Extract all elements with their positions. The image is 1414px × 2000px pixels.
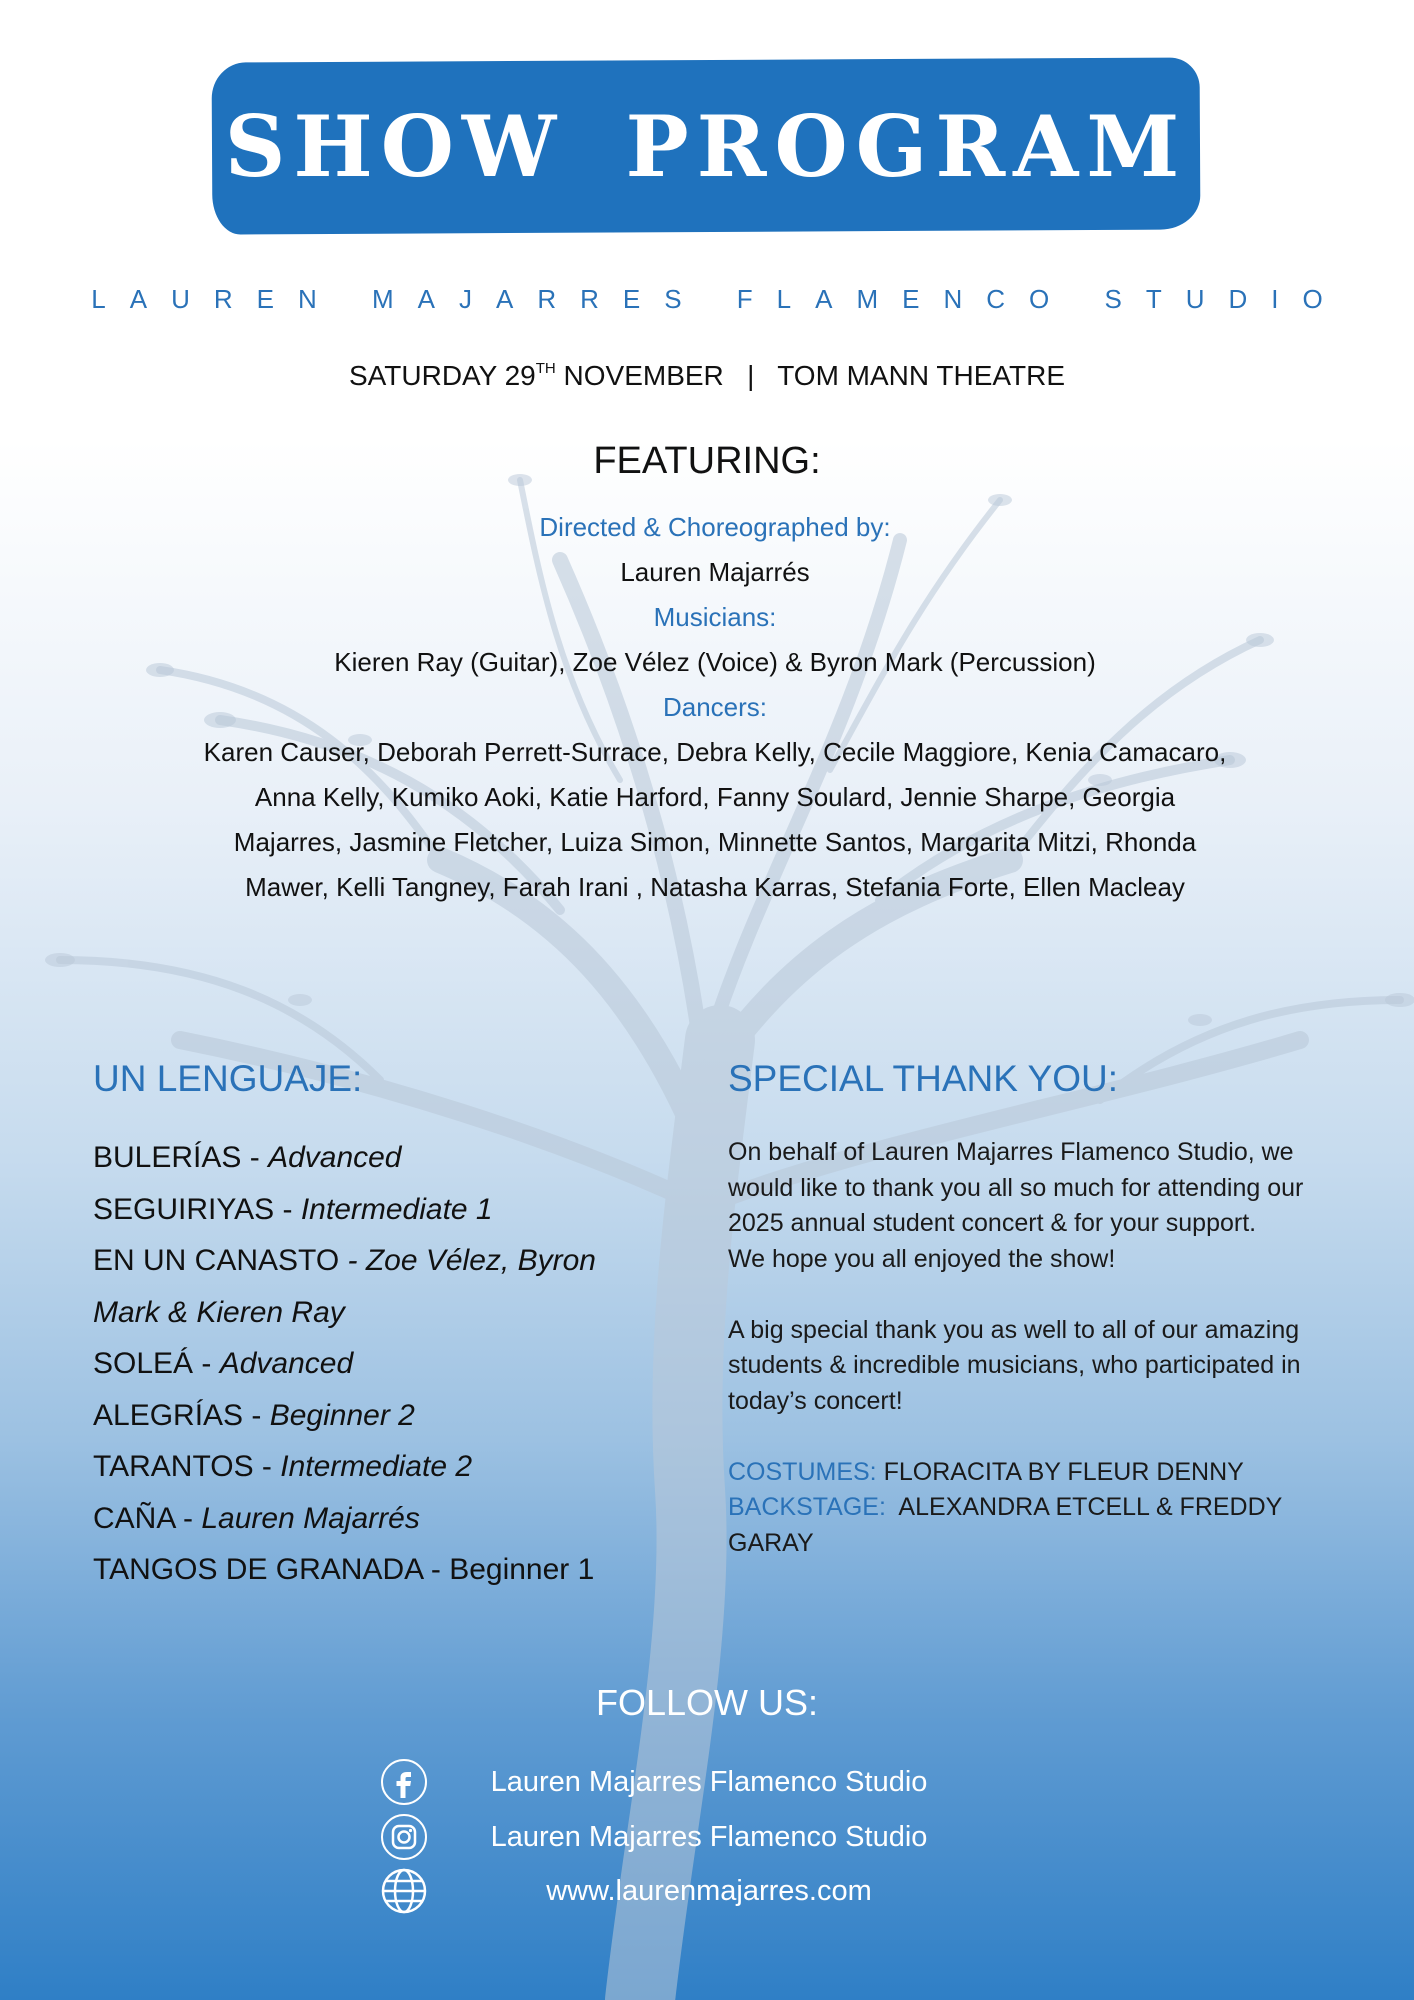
program-item: BULERÍAS - Advanced xyxy=(93,1141,402,1174)
featuring-heading: FEATURING: xyxy=(593,440,821,482)
thanks-text xyxy=(728,1135,1328,1561)
dancers-label: Dancers: xyxy=(662,692,768,722)
backstage-value: ALEXANDRA ETCELL & FREDDY GARAY xyxy=(728,1493,1289,1557)
follow-heading: FOLLOW US: xyxy=(595,1682,819,1723)
costumes-value: FLORACITA BY FLEUR DENNY xyxy=(876,1457,1244,1486)
thanks-heading: SPECIAL THANK YOU: xyxy=(728,1058,1118,1099)
thanks-paragraph-1b: We hope you all enjoyed the show! xyxy=(728,1244,1116,1273)
studio-name: LAUREN MAJARRES FLAMENCO STUDIO xyxy=(91,284,1347,314)
program-item: EN UN CANASTO - Zoe Vélez, Byron Mark & Kieren Ray xyxy=(93,1244,596,1329)
event-date-day: SATURDAY 29 xyxy=(349,360,536,391)
thanks-paragraph-2: A big special thank you as well to all of our amazing students & incredible musicians, who participated in today’s concert! xyxy=(728,1315,1301,1415)
program-item: TARANTOS - Intermediate 2 xyxy=(93,1450,473,1483)
program-item: SEGUIRIYAS - Intermediate 1 xyxy=(93,1192,493,1226)
program-item: TANGOS DE GRANADA - Beginner 1 xyxy=(93,1553,595,1586)
directed-name: Lauren Majarrés xyxy=(620,557,810,587)
facebook-link[interactable] xyxy=(380,1758,980,1806)
backstage-credit xyxy=(728,1490,1328,1561)
website-link[interactable] xyxy=(380,1867,980,1915)
program-list xyxy=(93,1132,653,1596)
backstage-label: BACKSTAGE: xyxy=(728,1493,886,1521)
event-date-suffix: TH xyxy=(535,360,556,377)
costumes-credit xyxy=(728,1455,1328,1491)
program-item: ALEGRÍAS - Beginner 2 xyxy=(93,1398,415,1432)
website-label: www.laurenmajarres.com xyxy=(546,1874,872,1907)
thanks-paragraph-1: On behalf of Lauren Majarres Flamenco Studio, we would like to thank you all so much for attending our 2025 annual student concert & for your support. xyxy=(728,1138,1304,1237)
instagram-icon xyxy=(380,1813,428,1861)
facebook-label: Lauren Majarres Flamenco Studio xyxy=(490,1765,928,1798)
page-title: SHOW PROGRAM xyxy=(224,96,1188,196)
costumes-label: COSTUMES: xyxy=(728,1457,877,1486)
program-item: CAÑA - Lauren Majarrés xyxy=(93,1501,420,1535)
instagram-link[interactable] xyxy=(380,1813,980,1861)
event-dateline xyxy=(0,360,1414,392)
globe-icon xyxy=(380,1867,428,1915)
credits-block xyxy=(200,505,1230,910)
musicians-names: Kieren Ray (Guitar), Zoe Vélez (Voice) & Byron Mark (Percussion) xyxy=(334,647,1096,677)
directed-label: Directed & Choreographed by: xyxy=(539,512,891,542)
program-item: SOLEÁ - Advanced xyxy=(93,1347,354,1380)
facebook-icon xyxy=(380,1758,428,1806)
event-date-venue: NOVEMBER | TOM MANN THEATRE xyxy=(555,360,1065,391)
program-heading: UN LENGUAJE: xyxy=(93,1058,363,1099)
dancers-names: Karen Causer, Deborah Perrett-Surrace, Debra Kelly, Cecile Maggiore, Kenia Camacaro, Anna Kelly, Kumiko Aoki, Katie Harford, Fanny Soulard, Jennie Sharpe, Georgia Majarres, Jasmine Fletcher, Luiza Simon, Minnette Santos, Margarita Mitzi, Rhonda Mawer, Kelli Tangney, Farah Irani , Natasha Karras, Stefania Forte, Ellen Macleay xyxy=(203,737,1227,902)
musicians-label: Musicians: xyxy=(653,602,777,632)
instagram-label: Lauren Majarres Flamenco Studio xyxy=(490,1820,928,1853)
